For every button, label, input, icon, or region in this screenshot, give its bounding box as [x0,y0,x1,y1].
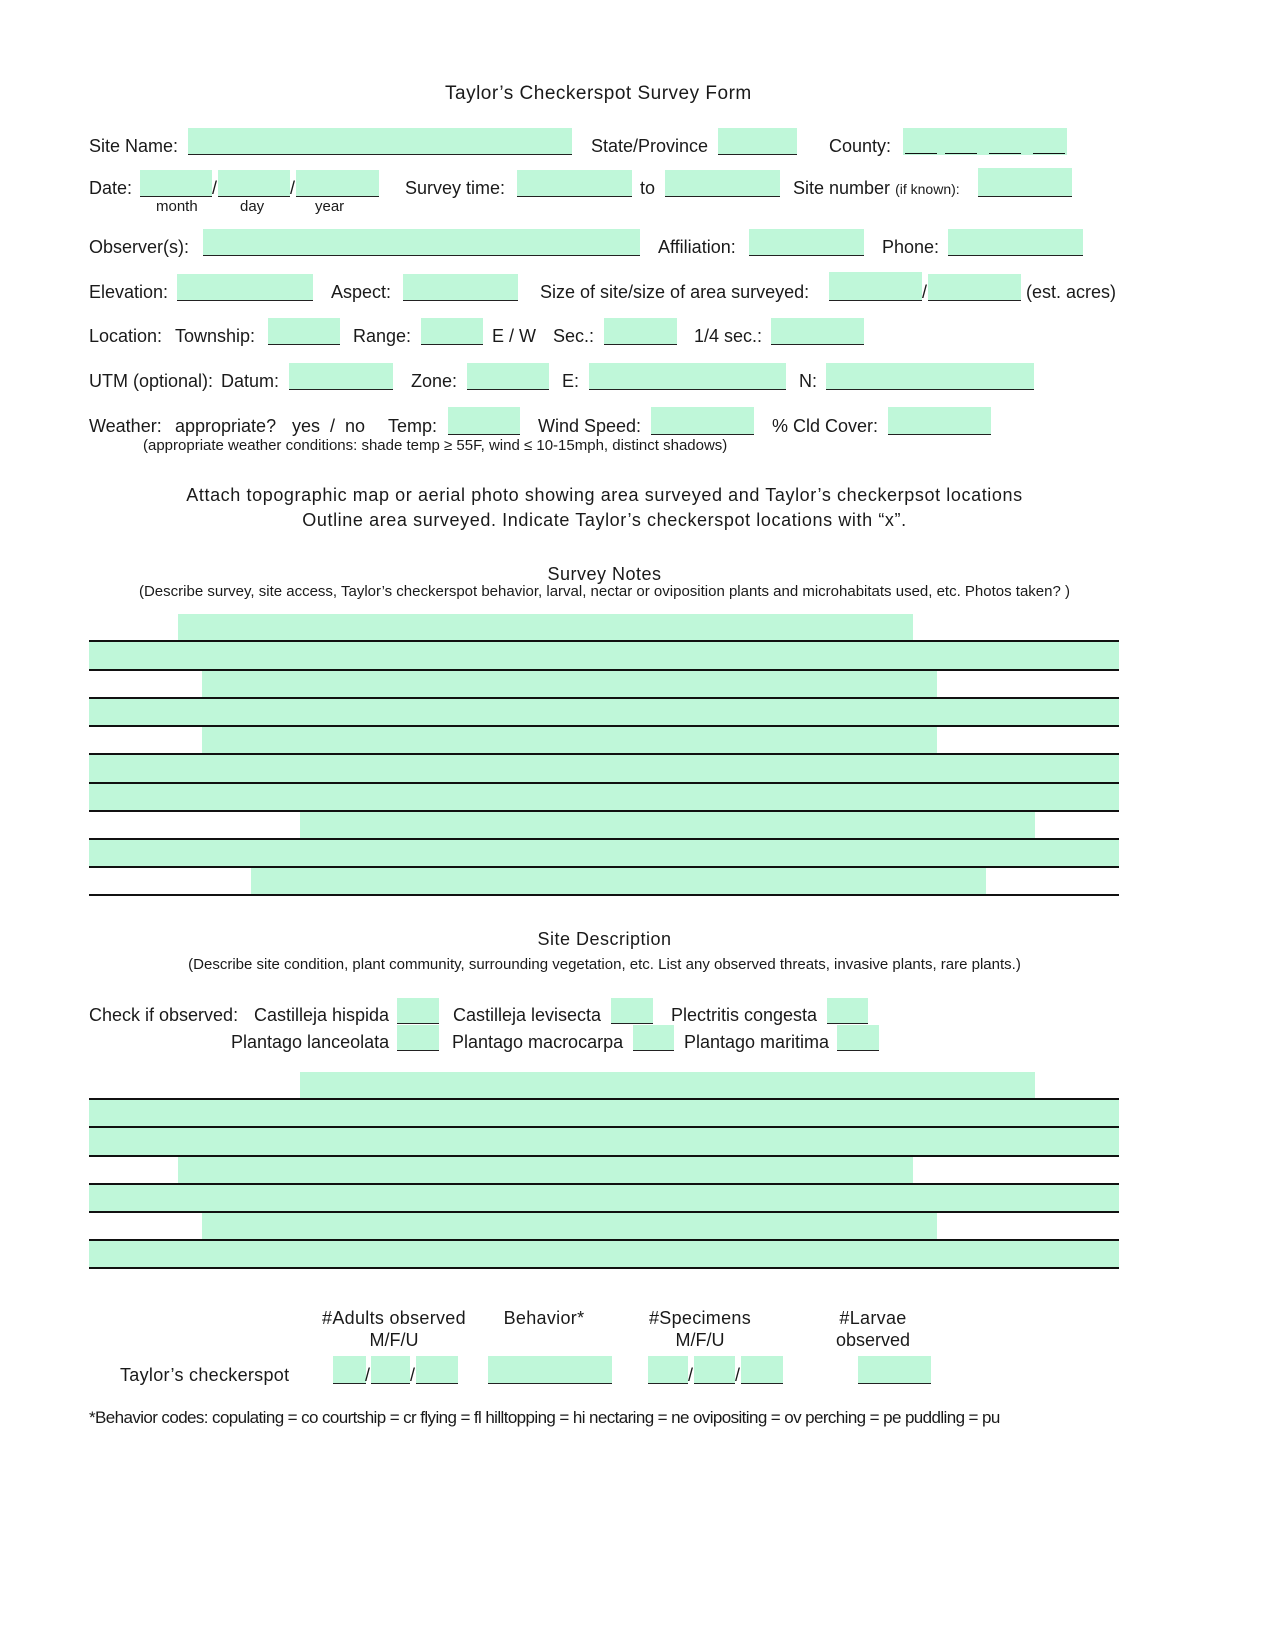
sec-field[interactable] [604,318,677,345]
month-caption: month [156,198,198,215]
wind-speed-field[interactable] [651,407,754,435]
township-field[interactable] [268,318,340,345]
phone-field[interactable] [948,229,1083,256]
northing-label: N: [799,371,817,391]
yes-option[interactable]: yes [292,416,321,436]
site-size-field[interactable] [829,272,922,301]
site-name-label: Site Name: [89,136,179,156]
larvae-field[interactable] [858,1356,931,1384]
utm-label: UTM (optional): [89,371,214,391]
specimens-male-field[interactable] [648,1356,688,1384]
adults-female-field[interactable] [371,1356,410,1384]
castilleja-hispida-label: Castilleja hispida [254,1005,390,1025]
elevation-field[interactable] [177,274,313,301]
est-acres-label: (est. acres) [1026,282,1117,302]
survey-time-end-field[interactable] [665,170,780,197]
adults-slash: / [365,1365,371,1385]
state-label: State/Province [591,136,709,156]
site-description-subheading: (Describe site condition, plant community, surrounding vegetation, etc. List any observed threats, invasive plants, rare plants.) [188,956,1021,973]
no-option[interactable]: no [345,416,366,436]
plectritis-congesta-label: Plectritis congesta [671,1005,818,1025]
larvae-header: #Larvae [839,1308,907,1328]
township-label: Township: [175,326,256,346]
plantago-macrocarpa-label: Plantago macrocarpa [452,1032,624,1052]
day-caption: day [240,198,265,215]
zone-field[interactable] [467,363,549,390]
datum-field[interactable] [289,363,393,390]
affiliation-label: Affiliation: [658,237,736,257]
castilleja-levisecta-label: Castilleja levisecta [453,1005,602,1025]
survey-time-label: Survey time: [405,178,506,198]
range-field[interactable] [421,318,483,345]
plectritis-congesta-check[interactable] [827,998,868,1024]
area-surveyed-field[interactable] [928,274,1021,301]
size-slash: / [922,282,928,302]
plantago-lanceolata-check[interactable] [397,1025,439,1051]
plantago-maritima-check[interactable] [837,1025,879,1051]
date-slash: / [212,178,218,198]
wind-speed-label: Wind Speed: [538,416,642,436]
attach-instruction-2: Outline area surveyed. Indicate Taylor’s checkerspot locations with “x”. [302,510,907,530]
behavior-field[interactable] [488,1356,612,1384]
adults-unknown-field[interactable] [416,1356,458,1384]
elevation-label: Elevation: [89,282,169,302]
adults-slash: / [410,1365,416,1385]
location-label: Location: [89,326,163,346]
size-label: Size of site/size of area surveyed: [540,282,810,302]
aspect-field[interactable] [403,274,518,301]
year-caption: year [315,198,345,215]
temp-label: Temp: [388,416,438,436]
to-label: to [640,178,656,198]
temp-field[interactable] [448,407,520,435]
specimens-slash: / [735,1365,741,1385]
zone-label: Zone: [411,371,458,391]
observers-label: Observer(s): [89,237,190,257]
date-year-field[interactable] [296,170,379,197]
taylors-checkerspot-row-label: Taylor’s checkerspot [120,1365,290,1385]
quarter-sec-field[interactable] [771,318,864,345]
site-description-heading: Site Description [537,929,672,949]
northing-field[interactable] [826,363,1034,390]
form-title: Taylor’s Checkerspot Survey Form [445,83,752,104]
datum-label: Datum: [221,371,280,391]
adults-subheader: M/F/U [369,1330,419,1350]
survey-notes-subheading: (Describe survey, site access, Taylor’s checkerspot behavior, larval, nectar or oviposition plants and microhabitats used, etc. Photos taken? ) [138,583,1070,600]
specimens-slash: / [688,1365,694,1385]
date-label: Date: [89,178,133,198]
quarter-sec-label: 1/4 sec.: [694,326,763,346]
cloud-cover-label: % Cld Cover: [772,416,879,436]
cloud-cover-field[interactable] [888,407,991,435]
phone-label: Phone: [882,237,940,257]
behavior-codes-note: *Behavior codes: copulating = co courtship = cr flying = fl hilltopping = hi nectaring = ne ovipositing = ov perching = pe puddling = pu [89,1408,1000,1427]
specimens-unknown-field[interactable] [741,1356,783,1384]
county-field[interactable] [903,128,1067,155]
adults-male-field[interactable] [333,1356,366,1384]
appropriate-label: appropriate? [175,416,277,436]
plantago-lanceolata-label: Plantago lanceolata [231,1032,390,1052]
easting-label: E: [562,371,580,391]
specimens-header: #Specimens [648,1308,752,1328]
castilleja-levisecta-check[interactable] [611,998,653,1024]
range-label: Range: [353,326,412,346]
specimens-female-field[interactable] [694,1356,735,1384]
weather-label: Weather: [89,416,162,436]
weather-conditions-note: (appropriate weather conditions: shade temp ≥ 55F, wind ≤ 10-15mph, distinct shadows) [143,437,728,454]
attach-instruction-1: Attach topographic map or aerial photo showing area surveyed and Taylor’s checkerpsot locations [186,485,1023,505]
site-number-label: Site number (if known): [793,178,960,198]
site-name-field[interactable] [188,128,572,155]
aspect-label: Aspect: [331,282,392,302]
observers-field[interactable] [203,229,640,256]
adults-header: #Adults observed [322,1308,466,1328]
ew-label: E / W [492,326,536,346]
yes-no-separator: / [330,416,336,436]
date-month-field[interactable] [140,170,212,197]
plantago-macrocarpa-check[interactable] [633,1025,674,1051]
plantago-maritima-label: Plantago maritima [684,1032,830,1052]
easting-field[interactable] [589,363,786,390]
affiliation-field[interactable] [749,229,864,256]
county-label: County: [829,136,892,156]
specimens-subheader: M/F/U [675,1330,725,1350]
survey-time-start-field[interactable] [517,170,632,197]
state-field[interactable] [718,128,797,155]
site-number-field[interactable] [978,168,1072,197]
larvae-subheader: observed [835,1330,911,1350]
behavior-header: Behavior* [503,1308,585,1328]
date-day-field[interactable] [218,170,290,197]
date-slash: / [290,178,296,198]
sec-label: Sec.: [553,326,595,346]
check-if-observed-label: Check if observed: [89,1005,239,1025]
castilleja-hispida-check[interactable] [397,998,439,1024]
survey-notes-heading: Survey Notes [547,564,662,584]
